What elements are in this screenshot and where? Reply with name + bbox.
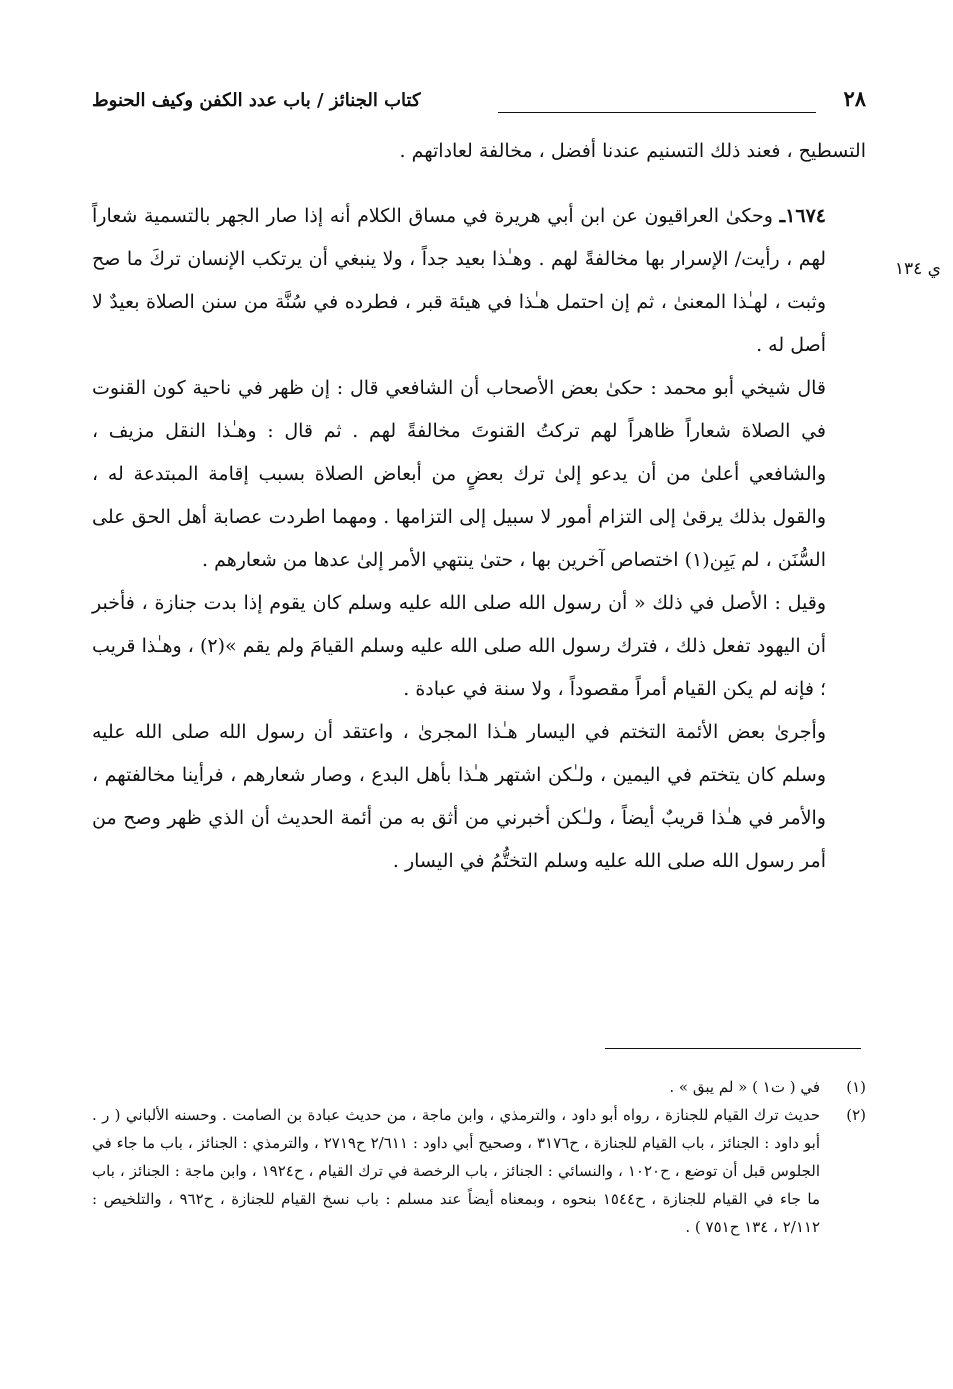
footnote-text: حديث ترك القيام للجنازة ، رواه أبو داود ، والترمذي ، وابن ماجة ، من حديث عبادة بن الصامت . وحسنه الألباني ( ر . أبو داود : الجنائز ، باب القيام للجنازة ، ح٣١٧٦ ، وصحيح أبي داود : ٢/٦١١ ح٢٧١٩ ، والترمذي : الجنائز ، باب ما جاء في الجلوس قبل أن توضع ، ح١٠٢٠ ، والنسائي : الجنائز ، باب الرخصة في ترك القيام ، ح١٩٢٤ ، وابن ماجة : الجنائز ، باب ما جاء في القيام للجنازة ، ح١٥٤٤ بنحوه ، وبمعناه أيضاً عند مسلم : باب نسخ القيام للجنازة ، ح٩٦٢ ، والتلخيص : ٢/١١٢ ، ١٣٤ ح٧٥١ ) . — [92, 1106, 821, 1236]
paragraph-abu-muhammad: قال شيخي أبو محمد : حكىٰ بعض الأصحاب أن الشافعي قال : إن ظهر في ناحية كون القنوت في الصلاة شعاراً ظاهراً لهم تركتُ القنوتَ مخالفةً لهم . ثم قال : وهـٰذا النقل مزيف ، والشافعي أعلىٰ من أن يدعو إلىٰ ترك بعضٍ من أبعاض الصلاة بسبب إقامة المبتدعة له ، والقول بذلك يرقىٰ إلى التزام أمور لا سبيل إلى التزامها . ومهما اطردت عصابة أهل الحق على السُّنَن ، لم يَبِن(١) اختصاص آخرين بها ، حتىٰ ينتهي الأمر إلىٰ عدها من شعارهم . — [92, 377, 826, 571]
paragraph-qiyam: وقيل : الأصل في ذلك « أن رسول الله صلى الله عليه وسلم كان يقوم إذا بدت جنازة ، فأخبر أن اليهود تفعل ذلك ، فترك رسول الله صلى الله عليه وسلم القيامَ ولم يقم »(٢) ، وهـٰذا قريب ؛ فإنه لم يكن القيام أمراً مقصوداً ، ولا سنة في عبادة . — [92, 592, 827, 700]
footnote-2 — [92, 1101, 866, 1241]
header-rule — [498, 112, 816, 113]
footnote-text: في ( ت١ ) « لم يبق » . — [669, 1078, 820, 1096]
footnotes — [92, 1073, 866, 1241]
margin-note: ي ١٣٤ — [894, 259, 941, 279]
paragraph-1674 — [92, 195, 866, 367]
running-title: كتاب الجنائز / باب عدد الكفن وكيف الحنوط — [92, 90, 421, 111]
page-header — [92, 80, 866, 126]
paragraph-number: ١٦٧٤ـ — [779, 205, 826, 227]
paragraph-text: وحكىٰ العراقيون عن ابن أبي هريرة في مساق الكلام أنه إذا صار الجهر بالتسمية شعاراً لهم ، رأيت/ الإسرار بها مخالفةً لهم . وهـٰذا بعيد جداً ، ولا ينبغي أن يرتكب الإنسان تركَ ما صح وثبت ، لهـٰذا المعنىٰ ، ثم إن احتمل هـٰذا في هيئة قبر ، فطرده في سُنَّة من سنن الصلاة بعيدٌ لا أصل له . — [92, 205, 826, 356]
footnote-1 — [92, 1073, 866, 1101]
paragraph-takhattum: وأجرىٰ بعض الأئمة التختم في اليسار هـٰذا المجرىٰ ، واعتقد أن رسول الله صلى الله عليه وسلم كان يتختم في اليمين ، ولـٰكن اشتهر هـٰذا بأهل البدع ، وصار شعارهم ، فرأينا مخالفتهم ، والأمر في هـٰذا قريبٌ أيضاً ، ولـٰكن أخبرني من أثق به من أئمة الحديث أن الذي ظهر وصح من أمر رسول الله صلى الله عليه وسلم التختُّمُ في اليسار . — [92, 721, 826, 872]
footnote-mark: (١) — [846, 1078, 866, 1096]
paragraph-continuation: التسطيح ، فعند ذلك التسنيم عندنا أفضل ، مخالفة لعاداتهم . — [399, 140, 866, 162]
page-number: ٢٨ — [843, 86, 866, 111]
footnote-mark: (٢) — [846, 1106, 866, 1124]
footnote-separator — [605, 1048, 861, 1049]
body-text — [92, 130, 866, 883]
